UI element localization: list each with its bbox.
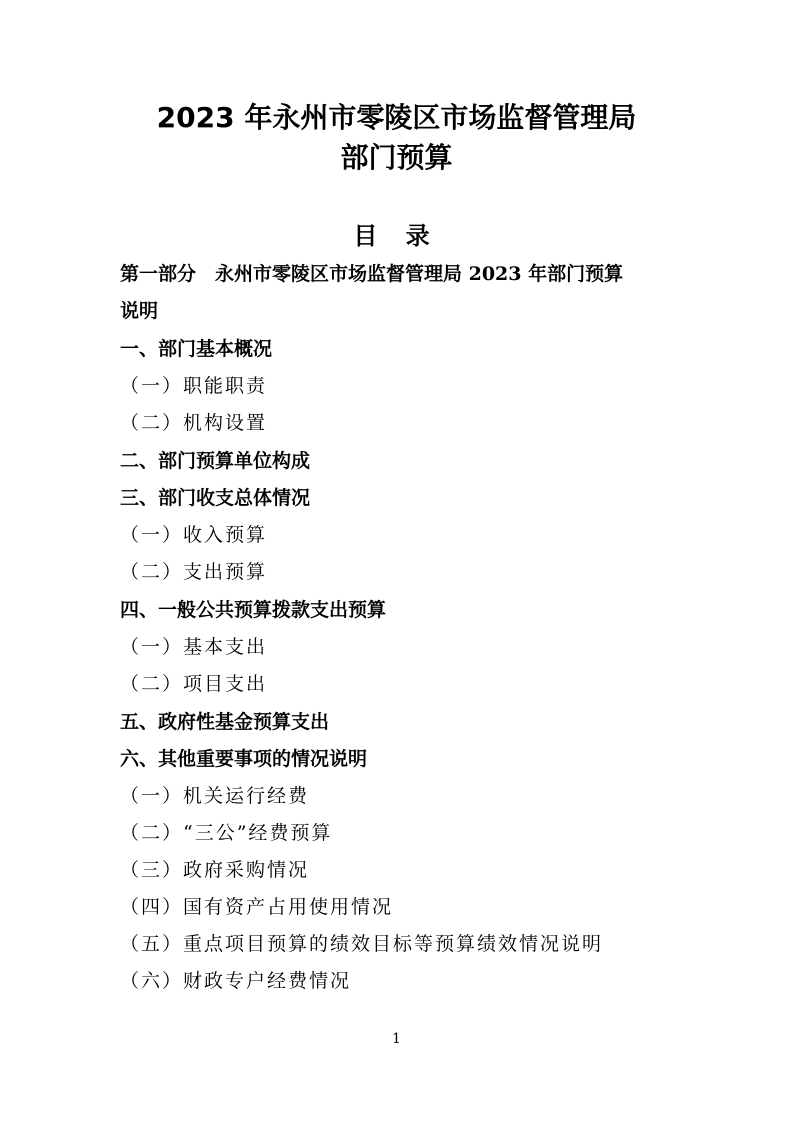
toc-subsection-6-1: （一）机关运行经费 bbox=[120, 785, 310, 807]
toc-subsection-6-4: （四）国有资产占用使用情况 bbox=[120, 896, 394, 918]
toc-subsection-6-3: （三）政府采购情况 bbox=[120, 859, 310, 881]
toc-part1-line2: 说明 bbox=[120, 300, 159, 322]
toc-section-6: 六、其他重要事项的情况说明 bbox=[120, 748, 368, 770]
toc-heading: 目 录 bbox=[353, 221, 440, 250]
toc-section-5: 五、政府性基金预算支出 bbox=[120, 711, 330, 733]
toc-subsection-3-2: （二）支出预算 bbox=[120, 561, 268, 583]
document-title-line2: 部门预算 bbox=[340, 141, 453, 174]
toc-subsection-6-6: （六）财政专户经费情况 bbox=[120, 970, 352, 992]
toc-subsection-6-2: （二）“三公”经费预算 bbox=[120, 822, 333, 844]
toc-subsection-1-1: （一）职能职责 bbox=[120, 375, 268, 397]
toc-subsection-4-2: （二）项目支出 bbox=[120, 673, 268, 695]
toc-part1-line1: 第一部分 永州市零陵区市场监督管理局 2023 年部门预算 bbox=[120, 263, 624, 285]
page-number: 1 bbox=[392, 1031, 401, 1047]
toc-subsection-4-1: （一）基本支出 bbox=[120, 636, 268, 658]
toc-section-3: 三、部门收支总体情况 bbox=[120, 487, 311, 509]
toc-subsection-1-2: （二）机构设置 bbox=[120, 412, 268, 434]
toc-section-1: 一、部门基本概况 bbox=[120, 338, 273, 360]
toc-section-2: 二、部门预算单位构成 bbox=[120, 450, 311, 472]
document-title-line1: 2023 年永州市零陵区市场监督管理局 bbox=[156, 101, 637, 134]
toc-section-4: 四、一般公共预算拨款支出预算 bbox=[120, 599, 387, 621]
toc-subsection-3-1: （一）收入预算 bbox=[120, 524, 268, 546]
toc-subsection-6-5: （五）重点项目预算的绩效目标等预算绩效情况说明 bbox=[120, 933, 604, 955]
